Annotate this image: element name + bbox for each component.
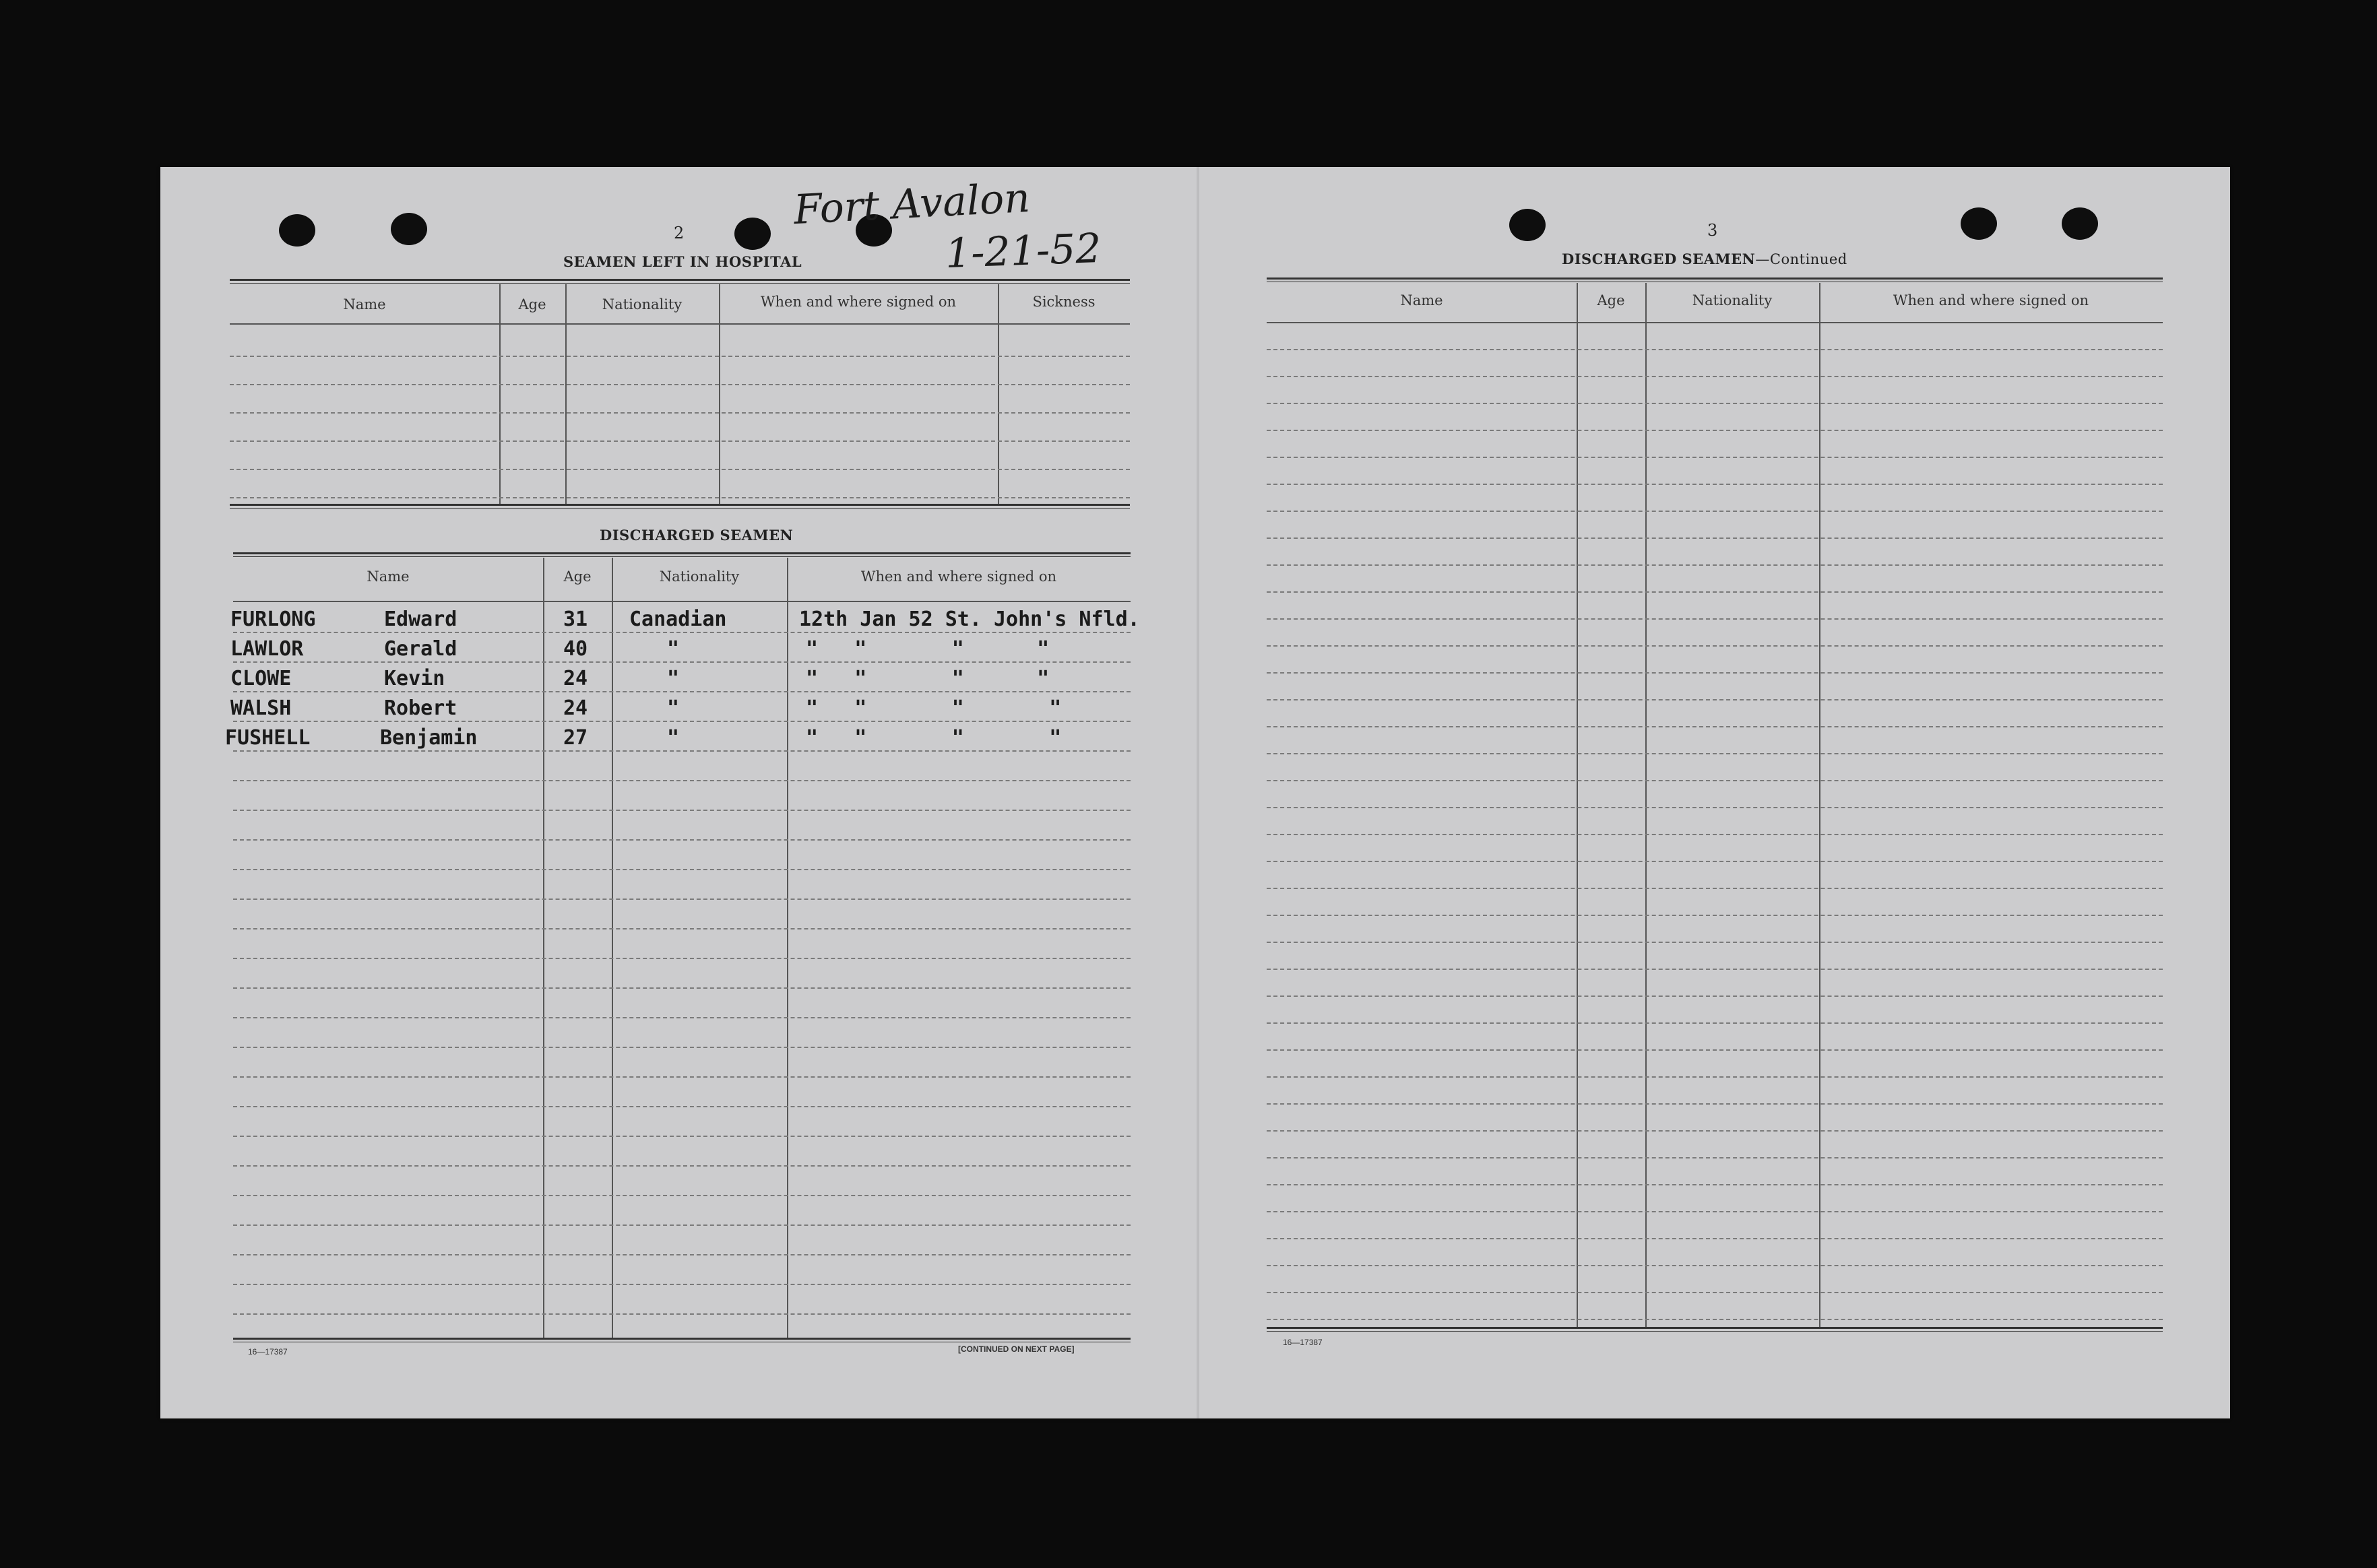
ruled-line: [233, 1047, 1131, 1048]
ruled-line: [233, 691, 1131, 692]
ruled-line: [233, 987, 1131, 989]
ruled-line: [1267, 861, 2163, 862]
hospital-col-age: Age: [518, 296, 546, 313]
ruled-line: [233, 632, 1131, 633]
ruled-line: [1267, 915, 2163, 916]
ruled-line: [1267, 1049, 2163, 1051]
column-divider: [1577, 283, 1578, 1327]
ruled-line: [1267, 726, 2163, 727]
ruled-line: [1267, 699, 2163, 700]
right-col-age: Age: [1597, 292, 1625, 308]
ruled-line: [1267, 780, 2163, 781]
left-page-number: 2: [674, 224, 685, 242]
ruled-line: [233, 1254, 1131, 1255]
ruled-line: [1267, 1022, 2163, 1024]
ruled-line: [233, 661, 1131, 663]
ruled-line: [1267, 457, 2163, 458]
ruled-line: [230, 356, 1130, 357]
ruled-line: [1267, 1103, 2163, 1105]
ruled-line: [233, 1165, 1131, 1167]
punch-hole: [1961, 207, 1997, 240]
row-nationality: ": [667, 667, 680, 690]
ruled-line: [1267, 511, 2163, 512]
ruled-line: [233, 1076, 1131, 1078]
row-surname: WALSH: [230, 696, 292, 720]
ruled-line: [233, 899, 1131, 900]
ruled-line: [1267, 591, 2163, 593]
handwritten-ship-name: Fort Avalon: [792, 174, 1032, 234]
ruled-line: [1267, 1319, 2163, 1320]
column-divider: [998, 284, 999, 504]
row-surname: FURLONG: [230, 608, 316, 631]
hospital-col-nationality: Nationality: [602, 296, 683, 313]
discharged-bottom-rule: [233, 1338, 1131, 1342]
ruled-line: [233, 1017, 1131, 1018]
right-title-main: DISCHARGED SEAMEN: [1562, 251, 1756, 267]
right-title-continued: —Continued: [1755, 251, 1847, 267]
ruled-line: [1267, 1238, 2163, 1239]
ruled-line: [1267, 942, 2163, 943]
ruled-line: [1267, 888, 2163, 889]
ruled-line: [233, 810, 1131, 811]
ruled-line: [1267, 645, 2163, 647]
row-given-name: Edward: [384, 608, 457, 631]
ruled-line: [1267, 1157, 2163, 1158]
ruled-line: [1267, 1076, 2163, 1078]
ruled-line: [230, 412, 1130, 414]
row-surname: FUSHELL: [225, 726, 311, 750]
ruled-line: [1267, 564, 2163, 566]
ruled-line: [230, 384, 1130, 385]
ruled-line: [230, 440, 1130, 442]
hospital-col-name: Name: [343, 296, 386, 313]
right-top-rule: [1267, 277, 2163, 282]
row-signed-on: " " " ": [806, 696, 1062, 720]
ruled-line: [1267, 672, 2163, 674]
row-signed-on: 12th Jan 52 St. John's Nfld.: [799, 608, 1140, 631]
ruled-line: [1267, 484, 2163, 485]
ruled-line: [233, 1136, 1131, 1137]
ruled-line: [1267, 618, 2163, 620]
discharged-col-age: Age: [563, 568, 592, 585]
punch-hole: [2062, 207, 2098, 240]
ruled-line: [1267, 1184, 2163, 1185]
row-age: 31: [563, 608, 588, 631]
ruled-line: [1267, 349, 2163, 350]
ruled-line: [233, 1106, 1131, 1107]
page-fold: [1197, 167, 1199, 1418]
row-nationality: Canadian: [629, 608, 727, 631]
ruled-line: [1267, 1130, 2163, 1132]
row-age: 24: [563, 667, 588, 690]
right-page-number: 3: [1707, 221, 1718, 240]
ruled-line: [233, 928, 1131, 929]
ruled-line: [233, 1284, 1131, 1285]
ruled-line: [230, 497, 1130, 498]
row-age: 40: [563, 637, 588, 661]
ruled-line: [233, 1224, 1131, 1226]
ruled-line: [233, 1195, 1131, 1196]
row-surname: LAWLOR: [230, 637, 304, 661]
hospital-col-signed-on: When and where signed on: [760, 294, 957, 310]
hospital-top-rule: [230, 279, 1130, 284]
ruled-line: [1267, 537, 2163, 539]
right-col-nationality: Nationality: [1692, 292, 1773, 308]
discharged-section-title: DISCHARGED SEAMEN: [600, 527, 794, 544]
column-divider: [499, 284, 501, 504]
punch-hole: [391, 213, 427, 245]
ruled-line: [1267, 753, 2163, 754]
column-divider: [543, 558, 544, 1338]
continued-note: [CONTINUED ON NEXT PAGE]: [958, 1344, 1075, 1354]
discharged-col-name: Name: [367, 568, 410, 585]
punch-hole: [279, 214, 315, 247]
ruled-line: [233, 1313, 1131, 1315]
ruled-line: [233, 750, 1131, 752]
hospital-bottom-rule: [230, 504, 1130, 509]
left-form-number: 16—17387: [248, 1347, 288, 1357]
discharged-top-rule: [233, 552, 1131, 557]
ruled-line: [1267, 807, 2163, 808]
column-divider: [719, 284, 720, 504]
ruled-line: [230, 469, 1130, 470]
row-nationality: ": [667, 637, 680, 661]
right-form-number: 16—17387: [1283, 1338, 1323, 1347]
header-underline: [1267, 322, 2163, 323]
ruled-line: [233, 839, 1131, 841]
ruled-line: [1267, 834, 2163, 835]
column-divider: [1645, 283, 1647, 1327]
column-divider: [565, 284, 567, 504]
right-section-title: [1562, 251, 1847, 267]
row-given-name: Robert: [384, 696, 457, 720]
row-given-name: Gerald: [384, 637, 457, 661]
ruled-line: [1267, 430, 2163, 431]
discharged-col-signed-on: When and where signed on: [860, 568, 1057, 585]
row-signed-on: " " " ": [806, 667, 1050, 690]
document-sheet: [160, 167, 2230, 1418]
row-age: 24: [563, 696, 588, 720]
row-given-name: Benjamin: [380, 726, 478, 750]
discharged-col-nationality: Nationality: [659, 568, 740, 585]
header-underline: [230, 323, 1130, 325]
column-divider: [787, 558, 788, 1338]
ruled-line: [1267, 376, 2163, 377]
row-nationality: ": [667, 726, 680, 750]
punch-hole: [734, 218, 771, 250]
handwritten-date: 1-21-52: [944, 224, 1102, 278]
hospital-section-title: SEAMEN LEFT IN HOSPITAL: [563, 253, 802, 270]
ruled-line: [1267, 1265, 2163, 1266]
ruled-line: [233, 869, 1131, 870]
right-col-name: Name: [1400, 292, 1443, 308]
column-divider: [612, 558, 613, 1338]
ruled-line: [1267, 403, 2163, 404]
ruled-line: [1267, 969, 2163, 970]
ruled-line: [233, 958, 1131, 959]
row-nationality: ": [667, 696, 680, 720]
row-given-name: Kevin: [384, 667, 445, 690]
row-surname: CLOWE: [230, 667, 292, 690]
punch-hole: [1509, 209, 1546, 241]
row-age: 27: [563, 726, 588, 750]
column-divider: [1819, 283, 1820, 1327]
right-col-signed-on: When and where signed on: [1893, 292, 2089, 308]
row-signed-on: " " " ": [806, 637, 1050, 661]
right-bottom-rule: [1267, 1327, 2163, 1332]
header-underline: [233, 601, 1131, 602]
ruled-line: [233, 780, 1131, 781]
row-signed-on: " " " ": [806, 726, 1062, 750]
ruled-line: [1267, 1292, 2163, 1293]
ruled-line: [1267, 995, 2163, 997]
ruled-line: [233, 721, 1131, 722]
ruled-line: [1267, 1211, 2163, 1212]
hospital-col-sickness: Sickness: [1032, 294, 1096, 310]
